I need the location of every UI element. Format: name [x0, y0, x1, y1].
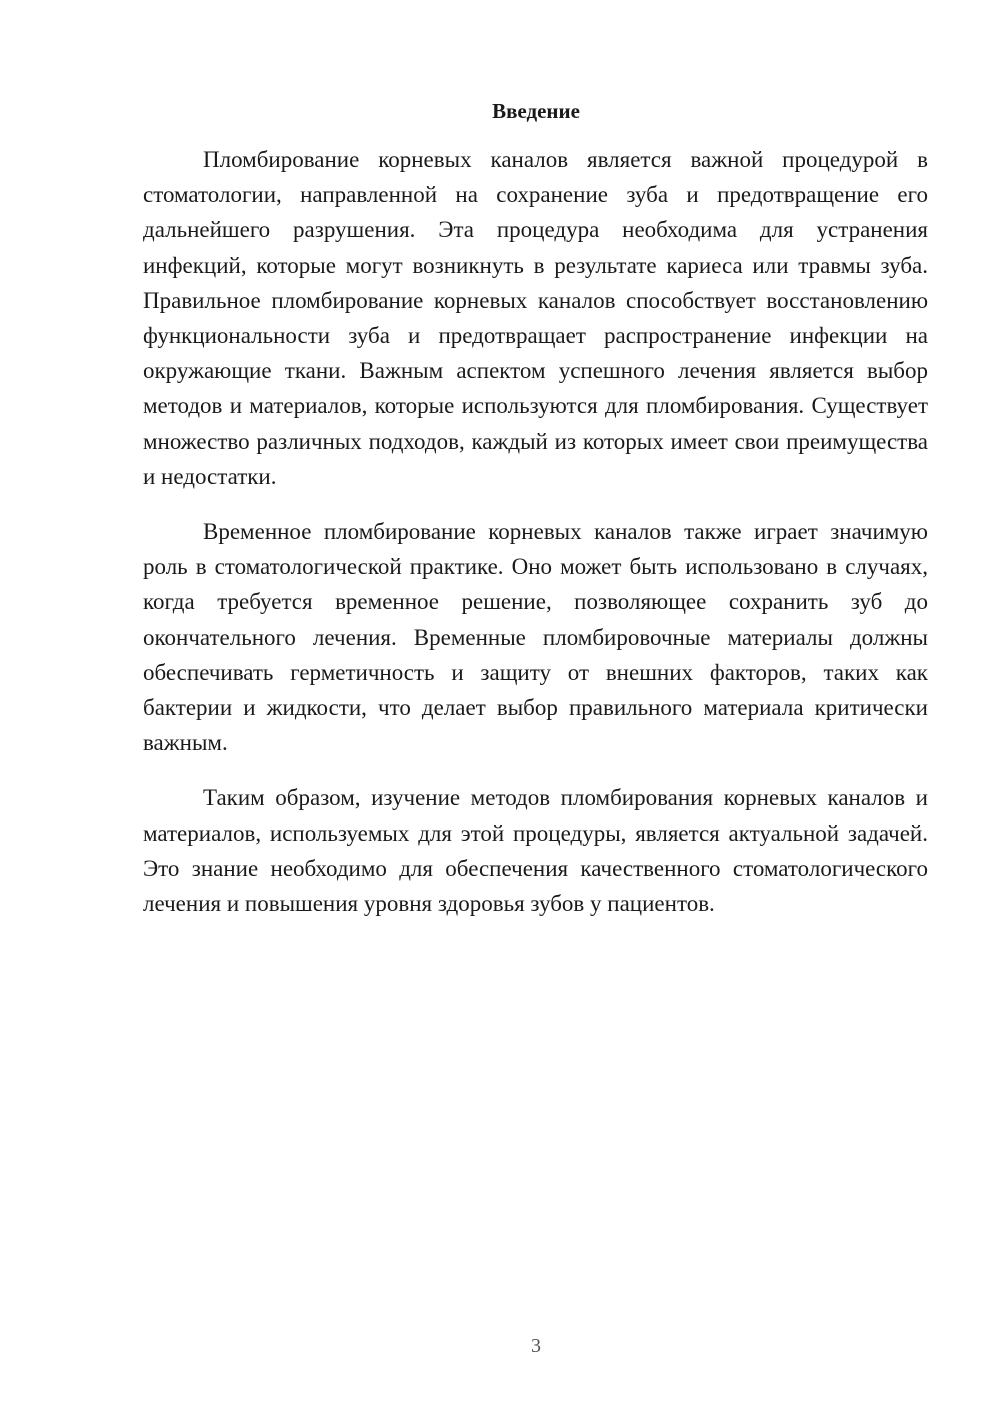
page-number: 3 — [531, 1335, 541, 1357]
section-heading: Введение — [492, 99, 580, 123]
paragraph-2: Временное пломбирование корневых каналов также играет значимую роль в стоматологической практике. Оно может быть использовано в случаях, когда требуется временное решение, позволяющее сохранить зуб до окончательного лечения. Временные пломбировочные материалы должны обеспечивать герметичность и защиту от внешних факторов, таких как бактерии и жидкости, что делает выбор правильного материала критически важным. — [143, 519, 928, 756]
paragraph-3: Таким образом, изучение методов пломбирования корневых каналов и материалов, используемых для этой процедуры, является актуальной задачей. Это знание необходимо для обеспечения качественного стоматологического лечения и повышения уровня здоровья зубов у пациентов. — [143, 785, 928, 917]
body-text — [143, 142, 928, 921]
paragraph-1: Пломбирование корневых каналов является важной процедурой в стоматологии, направленной на сохранение зуба и предотвращение его дальнейшего разрушения. Эта процедура необходима для устранения инфекций, которые могут возникнуть в результате кариеса или травмы зуба. Правильное пломбирование корневых каналов способствует восстановлению функциональности зуба и предотвращает распространение инфекции на окружающие ткани. Важным аспектом успешного лечения является выбор методов и материалов, которые используются для пломбирования. Существует множество различных подходов, каждый из которых имеет свои преимущества и недостатки. — [143, 147, 928, 489]
